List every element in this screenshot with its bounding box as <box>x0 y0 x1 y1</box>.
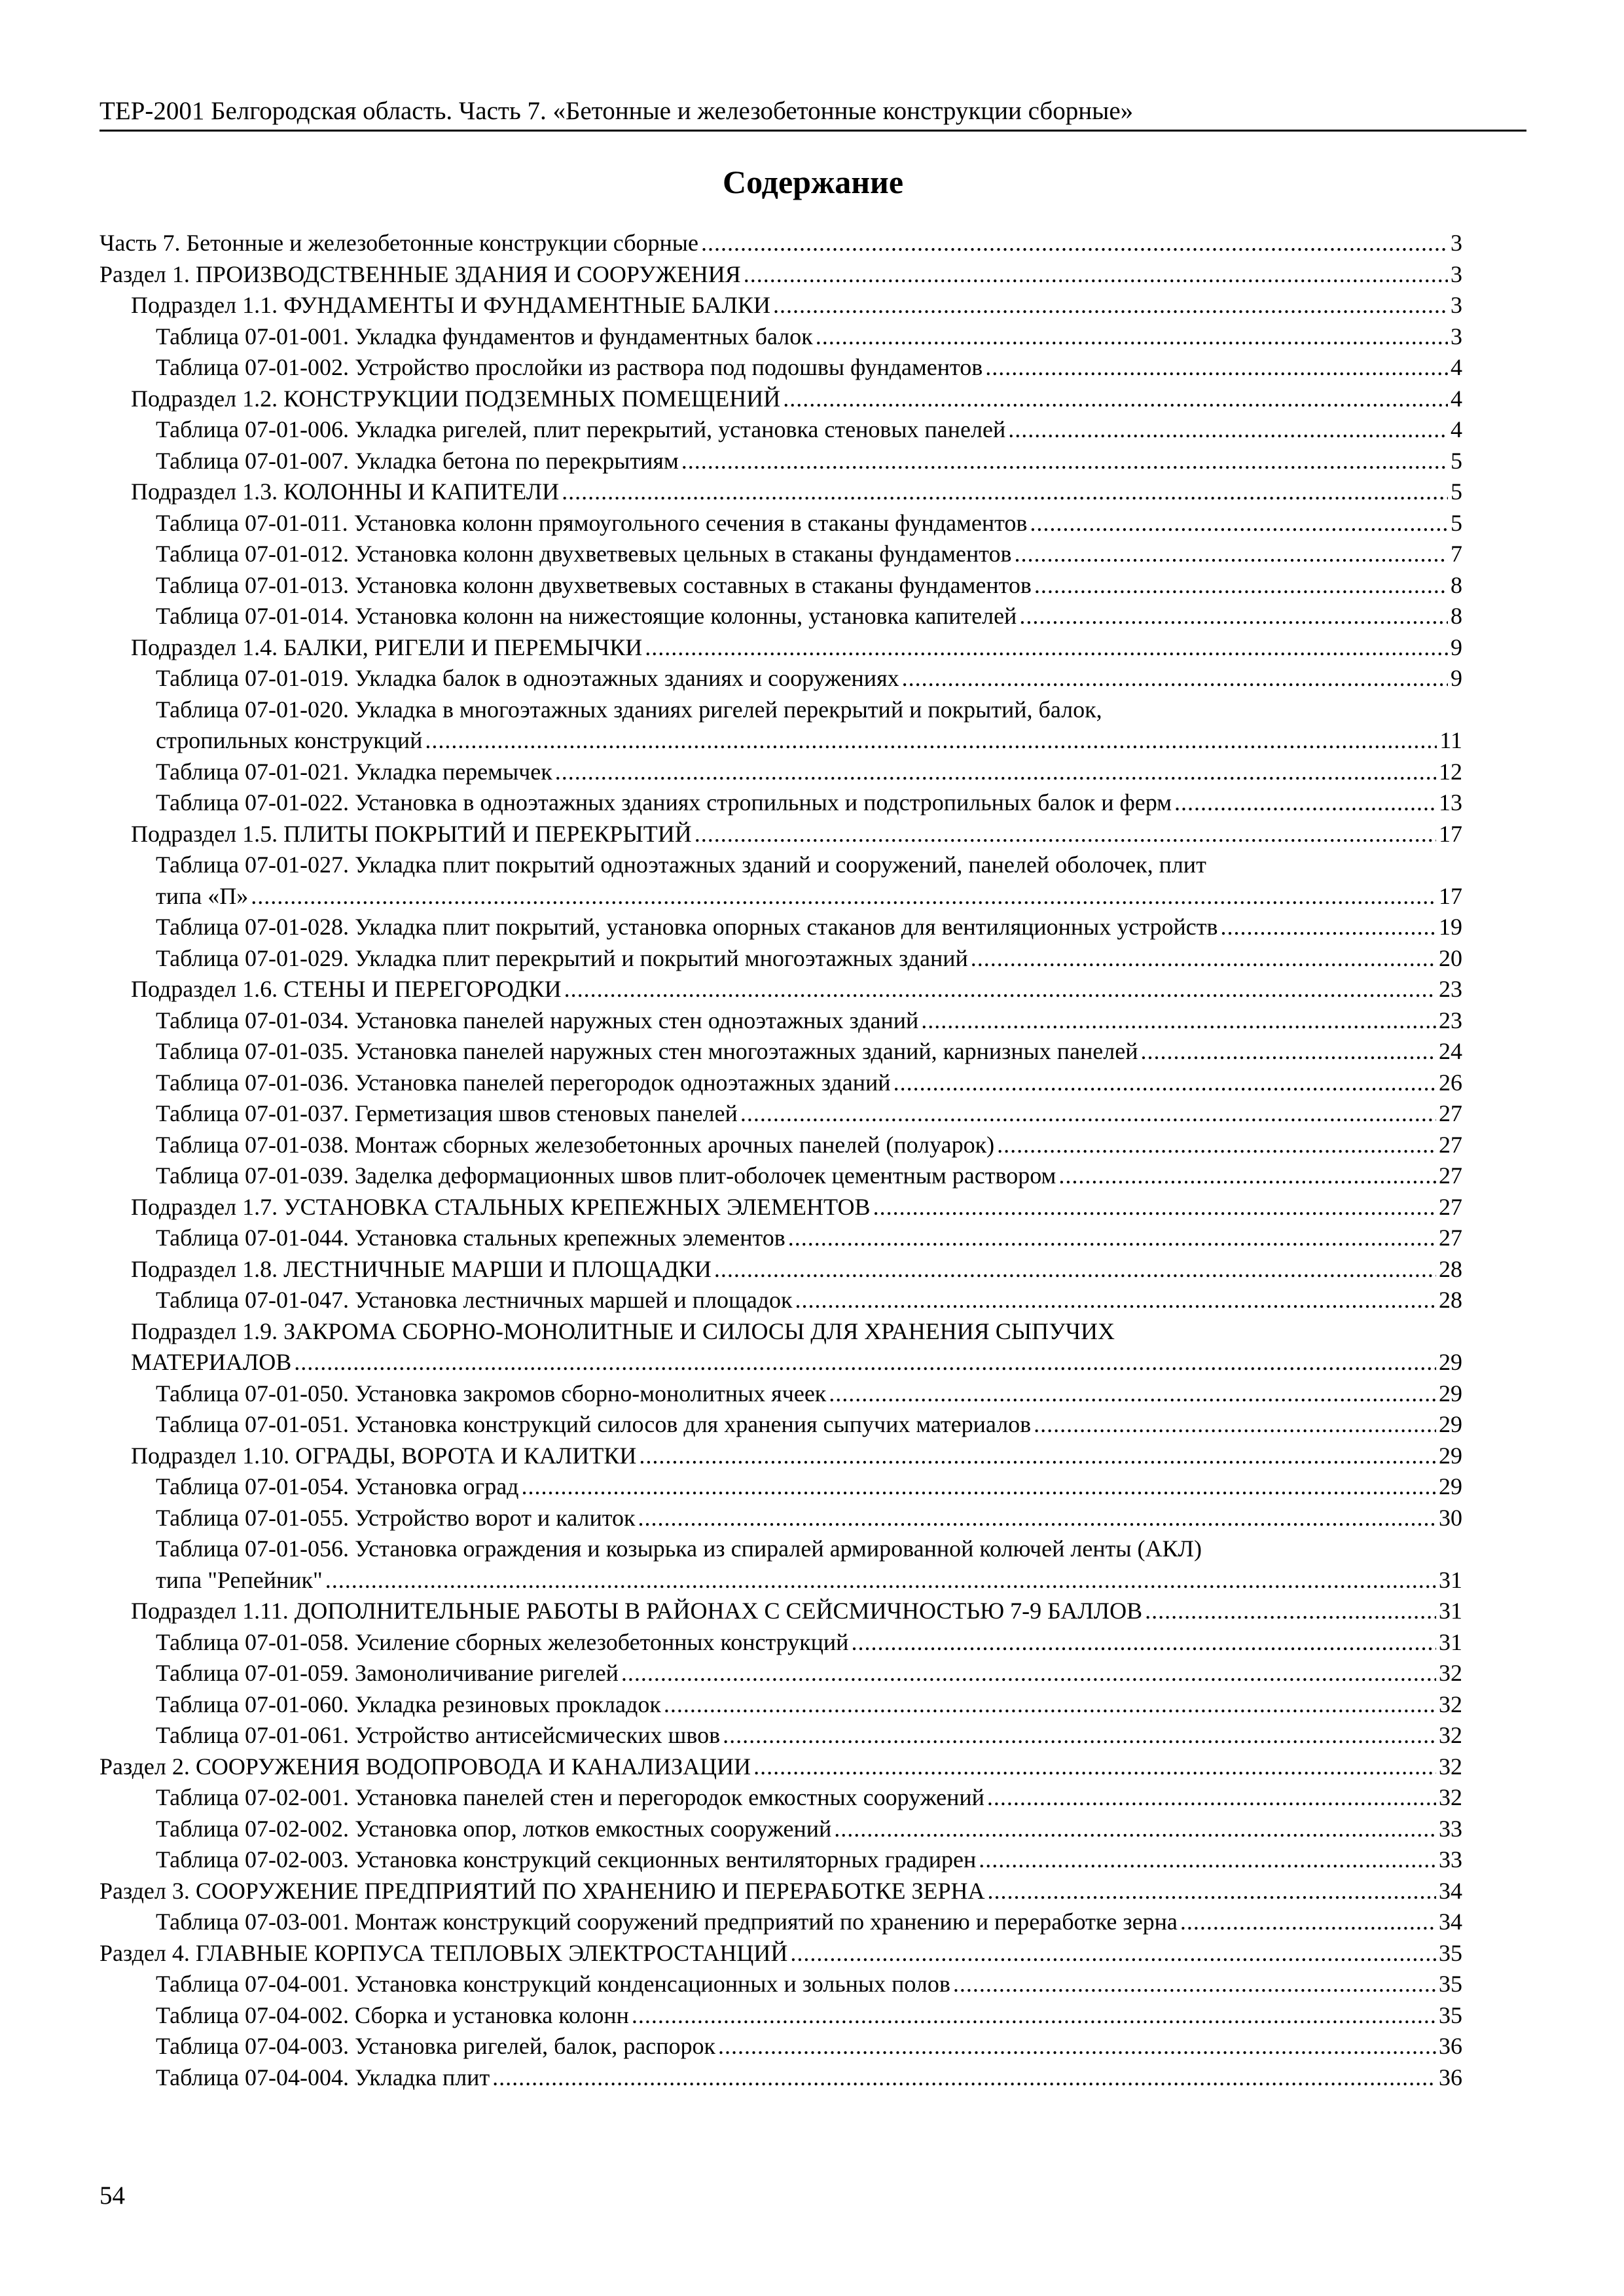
toc-page-number: 27 <box>1439 1131 1462 1158</box>
toc-entry-title: Таблица 07-01-037. Герметизация швов стеновых панелей <box>156 1100 738 1126</box>
toc-entry-line <box>156 601 1462 632</box>
toc-dot-leader <box>664 1689 1436 1721</box>
running-header: ТЕР-2001 Белгородская область. Часть 7. «Бетонные и железобетонные конструкции сборные» <box>99 97 1134 125</box>
toc-entry[interactable] <box>99 1130 1462 1161</box>
toc-entry[interactable] <box>99 508 1462 539</box>
toc-entry-title: Таблица 07-01-022. Установка в одноэтажных зданиях стропильных и подстропильных балок и ферм <box>156 789 1172 816</box>
toc-page-number: 29 <box>1439 1380 1462 1407</box>
toc-entry-title: Таблица 07-04-003. Установка ригелей, балок, распорок <box>156 2033 715 2059</box>
toc-entry-title: Раздел 4. ГЛАВНЫЕ КОРПУСА ТЕПЛОВЫХ ЭЛЕКТРОСТАНЦИЙ <box>99 1939 788 1966</box>
toc-entry-line <box>156 787 1462 819</box>
toc-dot-leader <box>987 1782 1436 1814</box>
toc-dot-leader <box>851 1627 1436 1659</box>
toc-entry[interactable] <box>99 384 1462 415</box>
toc-dot-leader <box>681 446 1448 477</box>
toc-entry-title-first-line: Подраздел 1.9. ЗАКРОМА СБОРНО-МОНОЛИТНЫЕ И СИЛОСЫ ДЛЯ ХРАНЕНИЯ СЫПУЧИХ <box>131 1318 1115 1344</box>
toc-entry-title: Подраздел 1.11. ДОПОЛНИТЕЛЬНЫЕ РАБОТЫ В РАЙОНАХ С СЕЙСМИЧНОСТЬЮ 7-9 БАЛЛОВ <box>131 1598 1143 1624</box>
toc-entry[interactable] <box>99 1036 1462 1067</box>
toc-entry-title: Раздел 1. ПРОИЗВОДСТВЕННЫЕ ЗДАНИЯ И СООРУЖЕНИЯ <box>99 260 741 287</box>
toc-page-number: 28 <box>1439 1255 1462 1282</box>
toc-page-number: 35 <box>1439 2001 1462 2028</box>
toc-entry-line <box>99 1938 1462 1969</box>
toc-page-number: 20 <box>1439 944 1462 971</box>
toc-entry-line <box>156 352 1462 384</box>
toc-entry-line <box>156 1130 1462 1161</box>
toc-entry-line <box>156 663 1462 694</box>
toc-entry-line <box>156 1814 1462 1845</box>
toc-entry-title: Таблица 07-01-029. Укладка плит перекрытий и покрытий многоэтажных зданий <box>156 944 968 971</box>
toc-entry-line <box>156 1907 1462 1938</box>
toc-dot-leader <box>1145 1596 1436 1627</box>
toc-page-number: 36 <box>1439 2064 1462 2090</box>
toc-entry-title: Таблица 07-04-002. Сборка и установка колонн <box>156 2001 629 2028</box>
toc-entry[interactable] <box>99 1969 1462 2000</box>
page-number: 54 <box>99 2181 125 2210</box>
toc-page-number: 8 <box>1451 603 1462 629</box>
toc-dot-leader <box>753 1751 1436 1783</box>
toc-entry[interactable] <box>99 1814 1462 1845</box>
toc-entry-line <box>156 1285 1462 1316</box>
toc-entry-title: Таблица 07-01-006. Укладка ригелей, плит перекрытий, установка стеновых панелей <box>156 416 1006 442</box>
toc-entry[interactable] <box>99 819 1462 850</box>
toc-dot-leader <box>829 1378 1436 1410</box>
toc-entry[interactable] <box>99 1503 1462 1534</box>
toc-entry-line <box>156 1067 1462 1099</box>
toc-entry-line <box>99 259 1462 291</box>
toc-entry-line <box>156 1969 1462 2000</box>
toc-entry-line <box>131 819 1462 850</box>
toc-entry[interactable] <box>99 601 1462 632</box>
toc-entry-line <box>156 1160 1462 1192</box>
toc-entry-title: Подраздел 1.2. КОНСТРУКЦИИ ПОДЗЕМНЫХ ПОМЕЩЕНИЙ <box>131 385 781 412</box>
toc-entry-title: Таблица 07-01-060. Укладка резиновых прокладок <box>156 1691 661 1717</box>
toc-dot-leader <box>1034 570 1448 601</box>
toc-entry-line <box>156 1503 1462 1534</box>
toc-dot-leader <box>562 476 1448 508</box>
toc-page-number: 11 <box>1439 727 1462 753</box>
toc-page-number: 17 <box>1439 820 1462 847</box>
toc-entry-line <box>156 1409 1462 1441</box>
toc-entry[interactable] <box>99 943 1462 975</box>
toc-entry-line <box>131 384 1462 415</box>
toc-entry-line <box>156 881 1462 912</box>
page-title: Содержание <box>722 164 904 200</box>
toc-entry[interactable] <box>99 632 1462 664</box>
toc-dot-leader <box>492 2062 1436 2094</box>
toc-entry-line <box>156 1036 1462 1067</box>
toc-page-number: 3 <box>1451 230 1462 256</box>
toc-entry-title: Раздел 2. СООРУЖЕНИЯ ВОДОПРОВОДА И КАНАЛИЗАЦИИ <box>99 1753 751 1780</box>
toc-page-number: 26 <box>1439 1069 1462 1096</box>
toc-dot-leader <box>1019 601 1448 632</box>
toc-page-number: 32 <box>1439 1784 1462 1810</box>
toc-entry-title: Часть 7. Бетонные и железобетонные конструкции сборные <box>99 230 698 256</box>
toc-dot-leader <box>921 1005 1436 1037</box>
toc-entry-title: Таблица 07-01-038. Монтаж сборных железобетонных арочных панелей (полуарок) <box>156 1131 995 1158</box>
toc-entry[interactable] <box>99 757 1462 788</box>
toc-page-number: 17 <box>1439 882 1462 909</box>
toc-page-number: 13 <box>1439 789 1462 816</box>
toc-entry-title: Таблица 07-02-001. Установка панелей стен и перегородок емкостных сооружений <box>156 1784 984 1810</box>
toc-page-number: 31 <box>1439 1566 1462 1593</box>
toc-entry-title: Таблица 07-01-001. Укладка фундаментов и фундаментных балок <box>156 323 813 350</box>
toc-entry-title: Подраздел 1.1. ФУНДАМЕНТЫ И ФУНДАМЕНТНЫЕ БАЛКИ <box>131 292 770 318</box>
toc-entry[interactable] <box>99 1005 1462 1037</box>
toc-dot-leader <box>714 1254 1436 1285</box>
toc-entry[interactable] <box>99 1627 1462 1659</box>
toc-entry-title: стропильных конструкций <box>156 727 423 753</box>
toc-dot-leader <box>773 290 1448 321</box>
toc-entry[interactable] <box>99 1782 1462 1814</box>
toc-page-number: 29 <box>1439 1473 1462 1499</box>
toc-entry[interactable] <box>99 1192 1462 1223</box>
toc-entry-title: Таблица 07-01-013. Установка колонн двухветвевых составных в стаканы фундаментов <box>156 571 1032 598</box>
toc-page-number: 5 <box>1451 478 1462 505</box>
toc-dot-leader <box>1180 1907 1436 1938</box>
toc-entry-line <box>156 1720 1462 1751</box>
toc-entry-line <box>156 321 1462 353</box>
toc-entry-title: Таблица 07-01-050. Установка закромов сборно-монолитных ячеек <box>156 1380 827 1407</box>
toc-dot-leader <box>1058 1160 1436 1192</box>
toc-entry-title: Подраздел 1.7. УСТАНОВКА СТАЛЬНЫХ КРЕПЕЖНЫХ ЭЛЕМЕНТОВ <box>131 1193 871 1220</box>
toc-entry[interactable] <box>99 1441 1462 1472</box>
toc-page-number: 32 <box>1439 1660 1462 1686</box>
toc-dot-leader <box>873 1192 1436 1223</box>
toc-dot-leader <box>638 1503 1436 1534</box>
toc-entry[interactable] <box>99 663 1462 694</box>
toc-dot-leader <box>816 321 1448 353</box>
toc-entry-line <box>156 539 1462 570</box>
toc-entry-line <box>156 943 1462 975</box>
toc-page-number: 7 <box>1451 541 1462 567</box>
toc-entry[interactable] <box>99 1751 1462 1783</box>
toc-page-number: 32 <box>1439 1691 1462 1717</box>
toc-entry-line <box>156 1658 1462 1689</box>
toc-entry[interactable] <box>99 1254 1462 1285</box>
toc-dot-leader <box>294 1347 1436 1378</box>
toc-page-number: 27 <box>1439 1225 1462 1251</box>
toc-entry-line <box>131 290 1462 321</box>
toc-dot-leader <box>902 663 1448 694</box>
toc-entry-title: типа "Репейник" <box>156 1566 323 1593</box>
toc-entry[interactable] <box>99 1378 1462 1410</box>
toc-page-number: 24 <box>1439 1038 1462 1064</box>
toc-entry-line <box>156 1471 1462 1503</box>
toc-entry-title: Таблица 07-01-055. Устройство ворот и калиток <box>156 1504 636 1531</box>
toc-entry[interactable] <box>99 290 1462 321</box>
toc-entry-title: Подраздел 1.3. КОЛОННЫ И КАПИТЕЛИ <box>131 478 560 505</box>
toc-dot-leader <box>740 1098 1436 1130</box>
toc-dot-leader <box>1030 508 1448 539</box>
toc-dot-leader <box>632 2000 1436 2032</box>
toc-page-number: 29 <box>1439 1349 1462 1375</box>
toc-page-number: 30 <box>1439 1504 1462 1531</box>
toc-dot-leader <box>953 1969 1436 2000</box>
toc-page-number: 27 <box>1439 1162 1462 1189</box>
toc-dot-leader <box>718 2031 1436 2062</box>
toc-page-number: 34 <box>1439 1877 1462 1904</box>
toc-entry-title: Таблица 07-01-044. Установка стальных крепежных элементов <box>156 1225 785 1251</box>
toc-dot-leader <box>251 881 1436 912</box>
toc-entry[interactable] <box>99 1844 1462 1876</box>
toc-entry-title-first-line: Таблица 07-01-027. Укладка плит покрытий одноэтажных зданий и сооружений, панелей оболочек, плит <box>156 852 1206 878</box>
toc-entry-title: МАТЕРИАЛОВ <box>131 1349 292 1375</box>
toc-dot-leader <box>695 819 1436 850</box>
toc-entry-line <box>131 632 1462 664</box>
toc-entry-title: Подраздел 1.5. ПЛИТЫ ПОКРЫТИЙ И ПЕРЕКРЫТИЙ <box>131 820 692 847</box>
toc-entry[interactable] <box>99 974 1462 1005</box>
toc-entry[interactable] <box>99 570 1462 601</box>
toc-entry-line <box>156 414 1462 446</box>
toc-entry-title: Подраздел 1.8. ЛЕСТНИЧНЫЕ МАРШИ И ПЛОЩАДКИ <box>131 1255 712 1282</box>
toc-dot-leader <box>621 1658 1436 1689</box>
toc-entry[interactable] <box>99 259 1462 291</box>
toc-entry[interactable] <box>99 2000 1462 2032</box>
toc-page-number: 23 <box>1439 1007 1462 1033</box>
toc-dot-leader <box>744 259 1448 291</box>
toc-page-number: 4 <box>1451 385 1462 412</box>
toc-page-number: 29 <box>1439 1442 1462 1469</box>
toc-dot-leader <box>325 1565 1436 1596</box>
toc-dot-leader <box>1174 787 1436 819</box>
toc-dot-leader <box>639 1441 1436 1472</box>
toc-entry[interactable] <box>99 1596 1462 1627</box>
toc-entry-title: Раздел 3. СООРУЖЕНИЕ ПРЕДПРИЯТИЙ ПО ХРАНЕНИЮ И ПЕРЕРАБОТКЕ ЗЕРНА <box>99 1877 985 1904</box>
toc-page-number: 3 <box>1451 292 1462 318</box>
toc-entry-title: Таблица 07-01-012. Установка колонн двухветвевых цельных в стаканы фундаментов <box>156 541 1012 567</box>
toc-entry[interactable] <box>99 1689 1462 1721</box>
toc-entry[interactable] <box>99 2062 1462 2094</box>
toc-entry-line <box>156 2062 1462 2094</box>
toc-page-number: 32 <box>1439 1753 1462 1780</box>
toc-entry-title: Таблица 07-02-003. Установка конструкций секционных вентиляторных градирен <box>156 1846 977 1873</box>
toc-entry[interactable] <box>99 352 1462 384</box>
toc-entry[interactable] <box>99 1285 1462 1316</box>
toc-entry-title: Таблица 07-01-034. Установка панелей наружных стен одноэтажных зданий <box>156 1007 919 1033</box>
toc-entry[interactable] <box>99 414 1462 446</box>
toc-entry-line <box>156 912 1462 943</box>
toc-dot-leader <box>521 1471 1436 1503</box>
toc-entry-title: Таблица 07-01-051. Установка конструкций силосов для хранения сыпучих материалов <box>156 1411 1032 1437</box>
toc-dot-leader <box>555 757 1436 788</box>
toc-dot-leader <box>645 632 1448 664</box>
toc-entry[interactable] <box>99 1160 1462 1192</box>
toc-entry[interactable] <box>99 694 1462 757</box>
toc-dot-leader <box>979 1844 1436 1876</box>
toc-entry-line <box>99 1751 1462 1783</box>
toc-entry[interactable] <box>99 850 1462 912</box>
toc-entry-line <box>156 1782 1462 1814</box>
toc-page-number: 33 <box>1439 1815 1462 1842</box>
toc-page-number: 8 <box>1451 571 1462 598</box>
toc-entry-line <box>156 725 1462 757</box>
toc-entry[interactable] <box>99 1907 1462 1938</box>
toc-dot-leader <box>893 1067 1436 1099</box>
toc-entry-title: Таблица 07-03-001. Монтаж конструкций сооружений предприятий по хранению и переработке зерна <box>156 1909 1178 1935</box>
toc-page-number: 12 <box>1439 758 1462 785</box>
toc-entry-line <box>156 1565 1462 1596</box>
toc-entry-line <box>156 1098 1462 1130</box>
toc-entry-line <box>156 508 1462 539</box>
toc-page-number: 28 <box>1439 1287 1462 1313</box>
toc-entry-title: Подраздел 1.6. СТЕНЫ И ПЕРЕГОРОДКИ <box>131 976 562 1002</box>
toc-dot-leader <box>701 228 1448 259</box>
toc-entry-line <box>156 570 1462 601</box>
toc-entry-title: Таблица 07-04-004. Укладка плит <box>156 2064 490 2090</box>
toc-page-number: 29 <box>1439 1411 1462 1437</box>
toc-page-number: 5 <box>1451 447 1462 474</box>
toc-page-number: 36 <box>1439 2033 1462 2059</box>
toc-page-number: 32 <box>1439 1722 1462 1748</box>
toc-dot-leader <box>783 384 1448 415</box>
toc-entry-title: Таблица 07-02-002. Установка опор, лотков емкостных сооружений <box>156 1815 832 1842</box>
toc-entry-line <box>131 974 1462 1005</box>
toc-entry[interactable] <box>99 2031 1462 2062</box>
toc-entry[interactable] <box>99 1534 1462 1596</box>
toc-entry[interactable] <box>99 446 1462 477</box>
toc-entry-title: Таблица 07-01-007. Укладка бетона по перекрытиям <box>156 447 679 474</box>
toc-dot-leader <box>997 1130 1436 1161</box>
toc-dot-leader <box>1221 912 1437 943</box>
toc-page-number: 27 <box>1439 1193 1462 1220</box>
toc-entry-line <box>156 1005 1462 1037</box>
toc-dot-leader <box>788 1223 1436 1254</box>
toc-page-number: 31 <box>1439 1628 1462 1655</box>
toc-entry-title: Таблица 07-01-061. Устройство антисейсмических швов <box>156 1722 721 1748</box>
toc-page-number: 5 <box>1451 509 1462 536</box>
toc-entry[interactable] <box>99 1720 1462 1751</box>
toc-entry[interactable] <box>99 1098 1462 1130</box>
toc-page-number: 34 <box>1439 1909 1462 1935</box>
toc-entry[interactable] <box>99 1658 1462 1689</box>
toc-entry[interactable] <box>99 1471 1462 1503</box>
toc-entry-title: Таблица 07-01-058. Усиление сборных железобетонных конструкций <box>156 1628 849 1655</box>
toc-entry-title: Таблица 07-01-019. Укладка балок в одноэтажных зданиях и сооружениях <box>156 665 899 691</box>
toc-entry-line <box>156 757 1462 788</box>
toc-entry-title: Таблица 07-01-039. Заделка деформационных швов плит-оболочек цементным раствором <box>156 1162 1056 1189</box>
toc-entry-line <box>131 1192 1462 1223</box>
toc-entry-line <box>131 476 1462 508</box>
toc-entry[interactable] <box>99 1876 1462 1907</box>
toc-entry-title: Таблица 07-04-001. Установка конструкций конденсационных и зольных полов <box>156 1971 950 1997</box>
toc-entry-line <box>131 1441 1462 1472</box>
toc-dot-leader <box>988 1876 1436 1907</box>
toc-entry-title: Таблица 07-01-028. Укладка плит покрытий, установка опорных стаканов для вентиляционных устройств <box>156 914 1218 940</box>
toc-entry[interactable] <box>99 787 1462 819</box>
toc-dot-leader <box>1140 1036 1436 1067</box>
toc-entry-title: Таблица 07-01-021. Укладка перемычек <box>156 758 552 785</box>
toc-entry-line <box>99 1876 1462 1907</box>
toc-dot-leader <box>790 1938 1436 1969</box>
toc-entry[interactable] <box>99 912 1462 943</box>
toc-page-number: 33 <box>1439 1846 1462 1873</box>
toc-page-number: 35 <box>1439 1939 1462 1966</box>
toc-page-number: 3 <box>1451 323 1462 350</box>
table-of-contents <box>99 228 1462 2093</box>
toc-entry-line <box>156 1378 1462 1410</box>
toc-entry[interactable] <box>99 476 1462 508</box>
header-rule <box>99 130 1526 132</box>
toc-entry[interactable] <box>99 321 1462 353</box>
toc-entry[interactable] <box>99 1223 1462 1254</box>
toc-entry-line <box>156 2000 1462 2032</box>
toc-page-number: 27 <box>1439 1100 1462 1126</box>
toc-dot-leader <box>1015 539 1449 570</box>
toc-entry[interactable] <box>99 539 1462 570</box>
toc-dot-leader <box>723 1720 1436 1751</box>
toc-entry-title: Подраздел 1.10. ОГРАДЫ, ВОРОТА И КАЛИТКИ <box>131 1442 637 1469</box>
toc-page-number: 4 <box>1451 416 1462 442</box>
toc-page-number: 3 <box>1451 260 1462 287</box>
toc-entry-title-first-line: Таблица 07-01-056. Установка ограждения и козырька из спиралей армированной колючей ленты (АКЛ) <box>156 1535 1202 1562</box>
toc-entry-line <box>156 2031 1462 2062</box>
toc-page-number: 9 <box>1451 634 1462 660</box>
toc-entry-line <box>156 446 1462 477</box>
toc-dot-leader <box>425 725 1437 757</box>
toc-dot-leader <box>834 1814 1436 1845</box>
toc-entry-title-first-line: Таблица 07-01-020. Укладка в многоэтажных зданиях ригелей перекрытий и покрытий, балок, <box>156 696 1102 723</box>
toc-dot-leader <box>795 1285 1436 1316</box>
toc-entry-title: Таблица 07-01-035. Установка панелей наружных стен многоэтажных зданий, карнизных панелей <box>156 1038 1138 1064</box>
toc-entry-title: Таблица 07-01-054. Установка оград <box>156 1473 519 1499</box>
toc-entry[interactable] <box>99 1409 1462 1441</box>
toc-entry-title: Таблица 07-01-047. Установка лестничных маршей и площадок <box>156 1287 793 1313</box>
toc-entry[interactable] <box>99 228 1462 259</box>
toc-entry-title: Таблица 07-01-014. Установка колонн на нижестоящие колонны, установка капителей <box>156 603 1017 629</box>
toc-page-number: 35 <box>1439 1971 1462 1997</box>
toc-entry-title: Подраздел 1.4. БАЛКИ, РИГЕЛИ И ПЕРЕМЫЧКИ <box>131 634 643 660</box>
toc-page-number: 23 <box>1439 976 1462 1002</box>
toc-page-number: 31 <box>1439 1598 1462 1624</box>
toc-entry-title: Таблица 07-01-036. Установка панелей перегородок одноэтажных зданий <box>156 1069 891 1096</box>
toc-dot-leader <box>1008 414 1448 446</box>
toc-dot-leader <box>985 352 1448 384</box>
toc-entry[interactable] <box>99 1316 1462 1378</box>
toc-entry[interactable] <box>99 1067 1462 1099</box>
toc-page-number: 9 <box>1451 665 1462 691</box>
toc-entry-line <box>131 1254 1462 1285</box>
toc-entry-title: Таблица 07-01-059. Замоноличивание ригелей <box>156 1660 619 1686</box>
toc-entry-title: Таблица 07-01-002. Устройство прослойки из раствора под подошвы фундаментов <box>156 354 983 380</box>
toc-entry-line <box>99 228 1462 259</box>
toc-dot-leader <box>564 974 1436 1005</box>
toc-entry-title: типа «П» <box>156 882 249 909</box>
toc-page-number: 19 <box>1439 914 1462 940</box>
toc-entry-line <box>156 1844 1462 1876</box>
toc-page-number: 4 <box>1451 354 1462 380</box>
toc-entry-line <box>131 1596 1462 1627</box>
toc-entry[interactable] <box>99 1938 1462 1969</box>
toc-entry-line <box>156 1689 1462 1721</box>
toc-entry-line <box>131 1347 1462 1378</box>
toc-entry-title: Таблица 07-01-011. Установка колонн прямоугольного сечения в стаканы фундаментов <box>156 509 1028 536</box>
toc-entry-line <box>156 1627 1462 1659</box>
toc-entry-line <box>156 1223 1462 1254</box>
toc-dot-leader <box>971 943 1436 975</box>
toc-dot-leader <box>1034 1409 1436 1441</box>
